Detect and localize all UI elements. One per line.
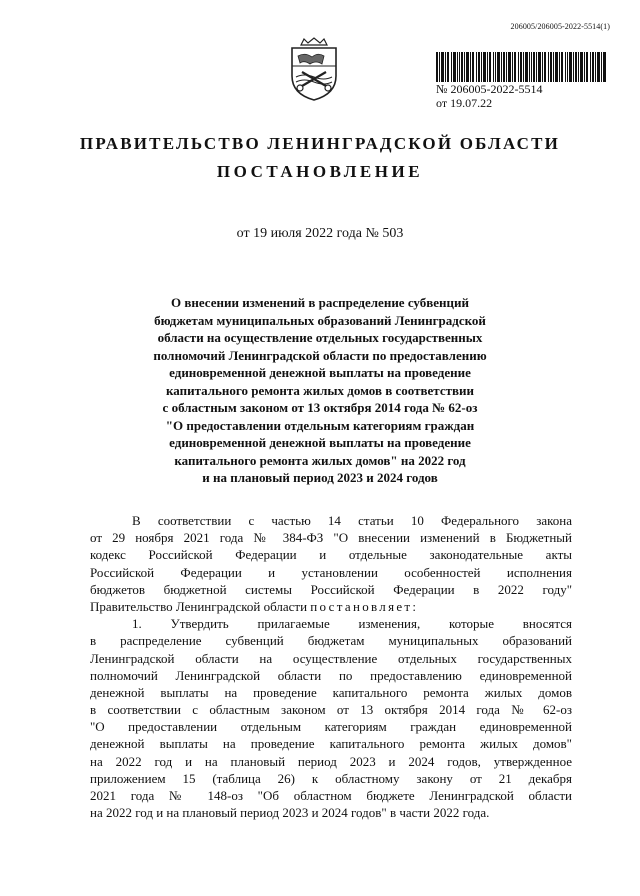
heading-line: с областным законом от 13 октября 2014 года № 62-оз	[162, 400, 478, 415]
registration-date: от 19.07.22	[436, 96, 493, 110]
body-line: в соответствии с областным законом от 13 октября 2014 года № 62-оз	[90, 702, 572, 718]
heading-line: О внесении изменений в распределение субвенций	[170, 295, 470, 310]
heading-line: области на осуществление отдельных государственных	[157, 330, 483, 345]
body-line: кодекс Российской Федерации и отдельные законодательные акты	[90, 547, 572, 563]
body-line: Ленинградской области на осуществление отдельных государственных	[90, 650, 572, 666]
registration-block	[436, 82, 542, 110]
body-line: Российской Федерации и установлении особенностей исполнения	[90, 564, 572, 580]
decree-date-number: от 19 июля 2022 года № 503	[236, 226, 404, 241]
registration-number: № 206005-2022-5514	[436, 82, 543, 96]
document-reference: 206005/206005-2022-5514(1)	[510, 22, 610, 31]
heading-line: полномочий Ленинградской области по предоставлению	[153, 347, 487, 363]
body-line: от 29 ноября 2021 года № 384-ФЗ "О внесении изменений в Бюджетный	[90, 530, 572, 546]
resolves-word: постановляет:	[310, 598, 419, 614]
body-line: бюджетов бюджетной системы Российской Федерации в 2022 году"	[90, 581, 572, 597]
heading-line: единовременной денежной выплаты на проведение	[169, 365, 471, 380]
body-line: 1. Утвердить прилагаемые изменения, которые вносятся	[132, 616, 572, 632]
body-line: денежной выплаты на проведение капитального ремонта жилых домов	[90, 684, 572, 700]
heading-line: "О предоставлении отдельным категориям граждан	[165, 417, 475, 433]
decree-body	[90, 512, 572, 821]
body-line: 2021 года № 148-оз "Об областном бюджете Ленинградской области	[90, 788, 572, 803]
coat-of-arms-icon	[288, 36, 340, 102]
body-line: денежной выплаты на проведение капитального ремонта жилых домов"	[90, 736, 572, 752]
government-subject: Правительство Ленинградской области	[90, 598, 308, 614]
heading-line: единовременной денежной выплаты на проведение	[169, 435, 471, 450]
body-line: В соответствии с частью 14 статьи 10 Федерального закона	[132, 513, 572, 528]
decree-type-title: ПОСТАНОВЛЕНИЕ	[216, 162, 424, 181]
heading-line: и на плановый период 2023 и 2024 годов	[202, 470, 438, 485]
heading-line: капитального ремонта жилых домов" на 2022 год	[174, 452, 466, 468]
body-line: на 2022 год и на плановый период 2023 и 2024 годов, утвержденное	[90, 753, 572, 769]
body-line: в распределение субвенций бюджетам муниципальных образований	[90, 633, 572, 649]
decree-heading	[90, 294, 550, 487]
body-line-resolves	[90, 598, 572, 615]
body-line: на 2022 год и на плановый период 2023 и 2024 годов" в части 2022 года.	[90, 805, 490, 821]
heading-line: бюджетам муниципальных образований Ленинградской	[154, 312, 486, 328]
body-line: приложением 15 (таблица 26) к областному закону от 21 декабря	[90, 770, 572, 786]
government-title: ПРАВИТЕЛЬСТВО ЛЕНИНГРАДСКОЙ ОБЛАСТИ	[79, 134, 561, 153]
body-line: полномочий Ленинградской области по предоставлению единовременной	[90, 667, 572, 683]
heading-line: капитального ремонта жилых домов в соответствии	[165, 382, 475, 398]
barcode-icon	[436, 52, 606, 82]
body-line: "О предоставлении отдельным категориям граждан единовременной	[90, 719, 572, 735]
